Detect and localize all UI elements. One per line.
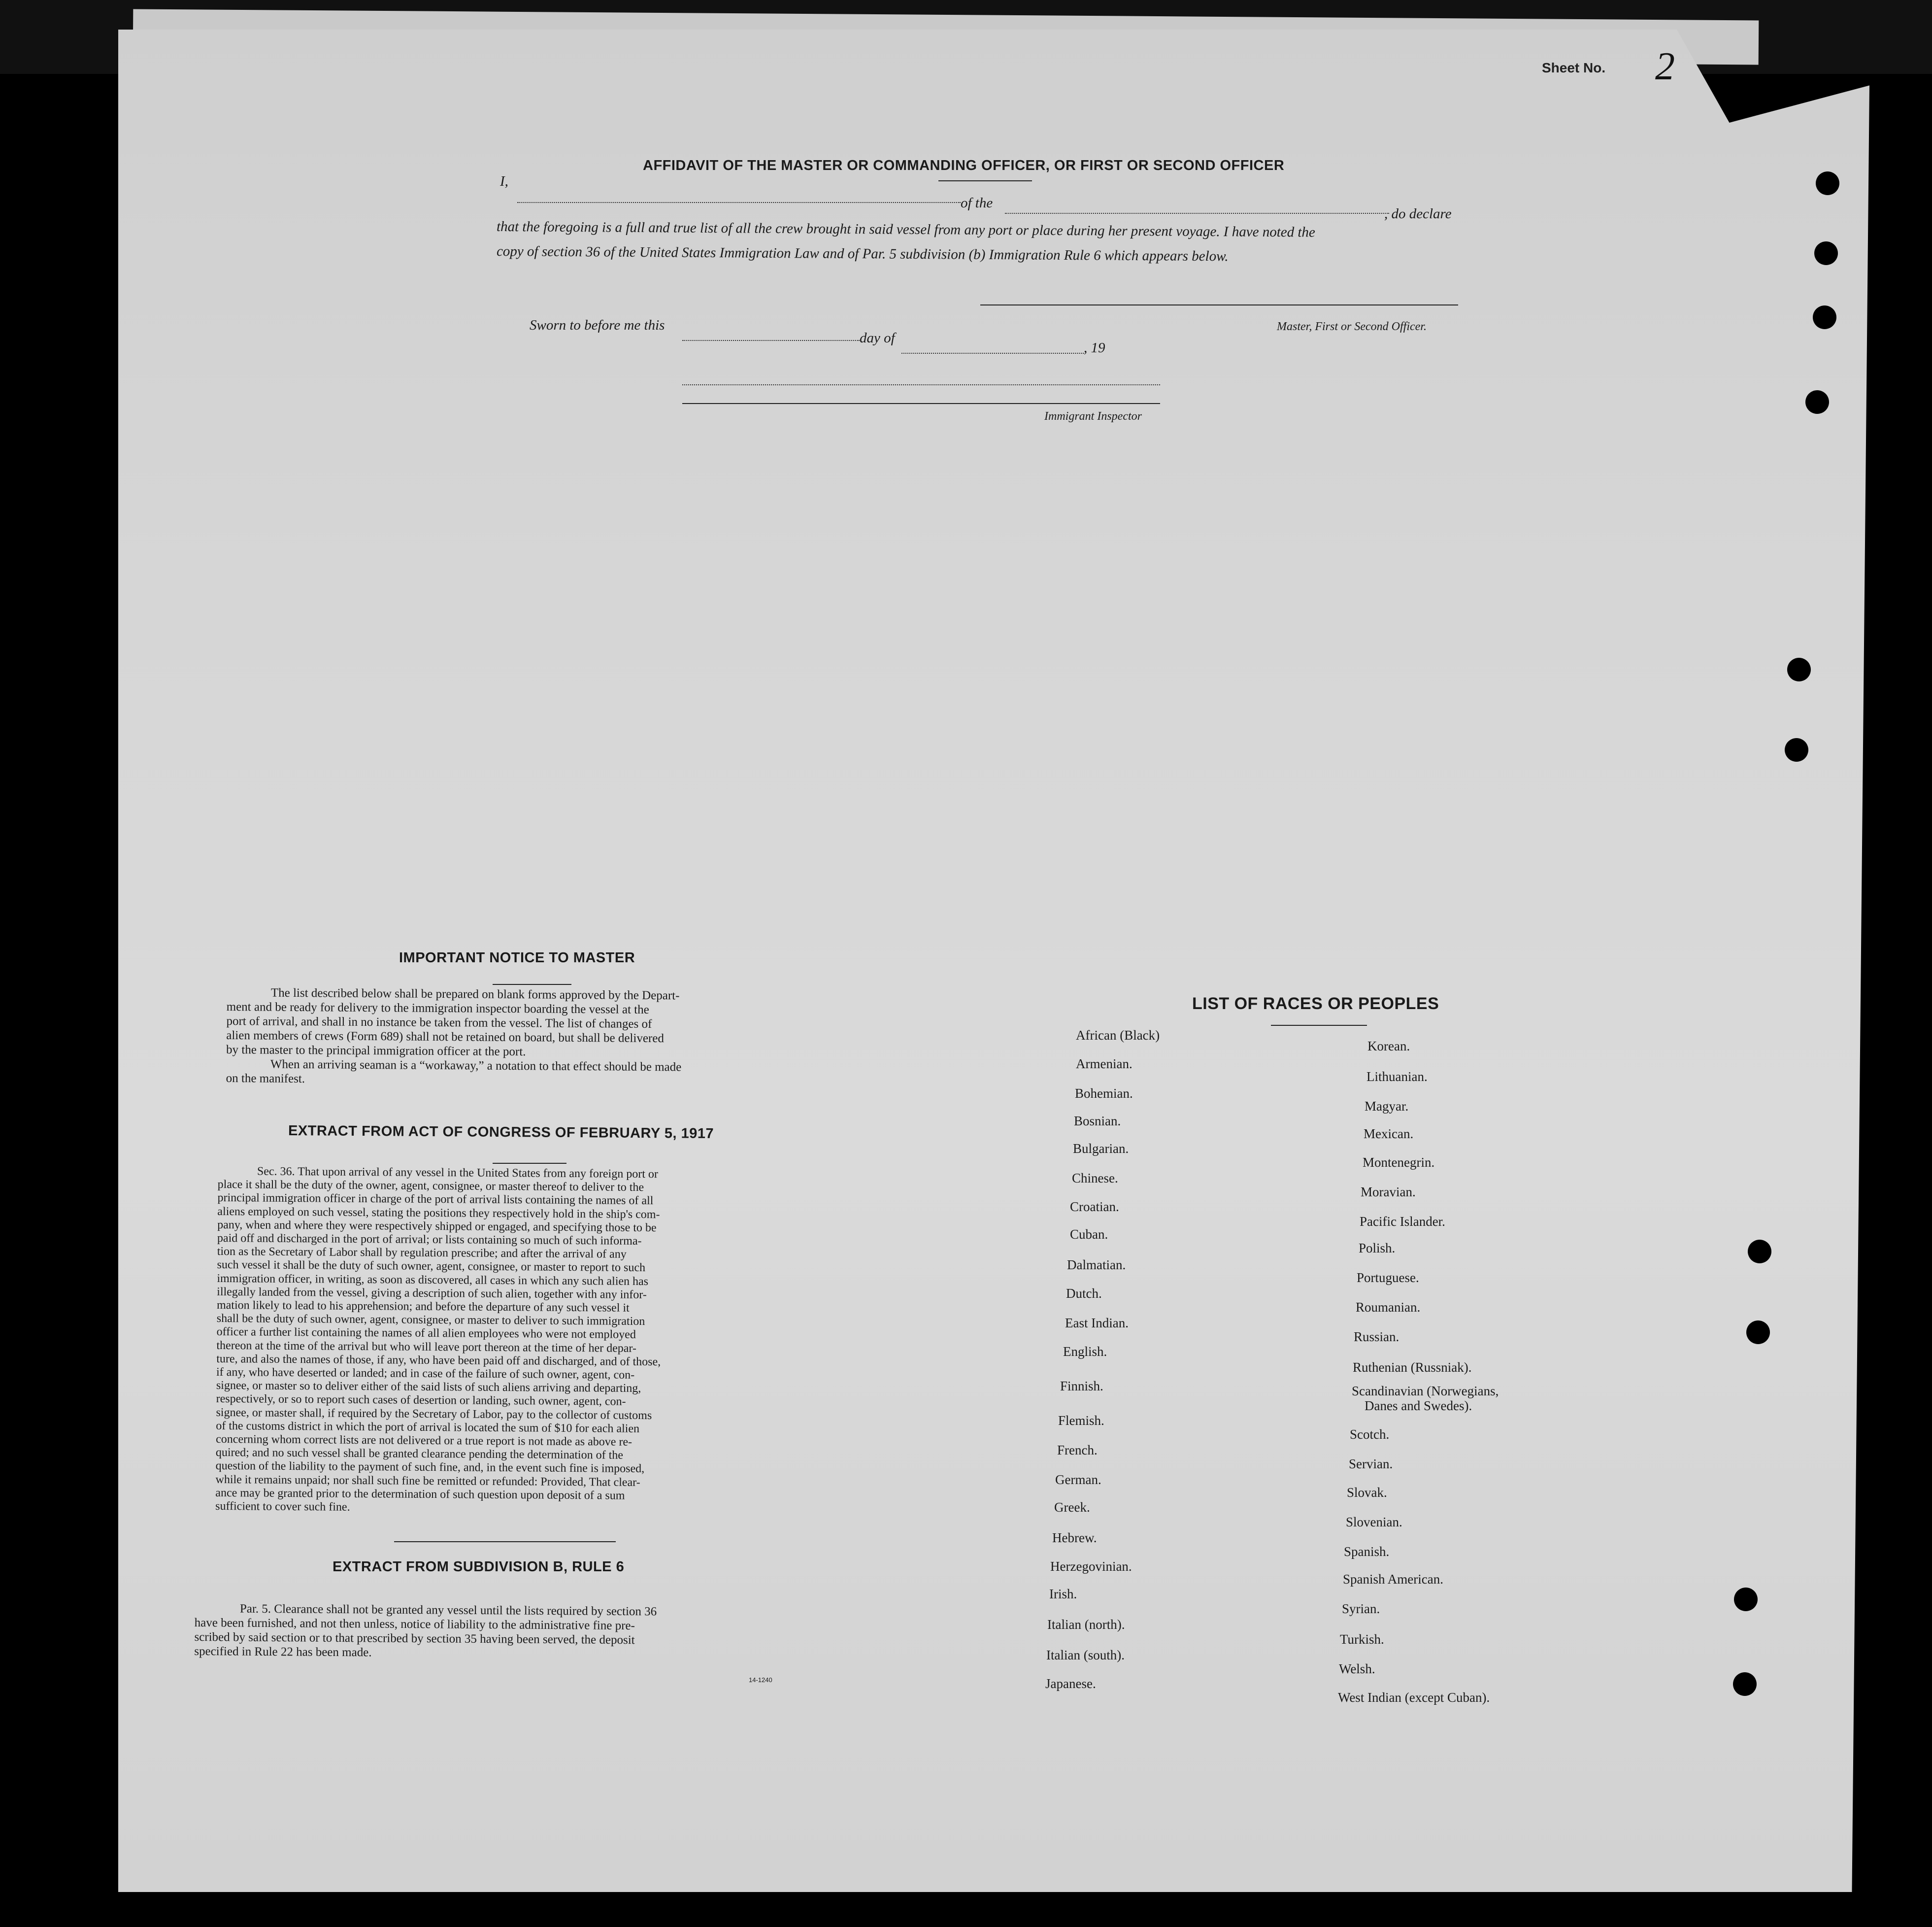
race-item: Italian (south). <box>1046 1648 1125 1662</box>
act-line: of the customs district in which the port of arrival is located the sum of $10 for each alien <box>216 1419 640 1435</box>
race-item: German. <box>1055 1472 1101 1487</box>
act-line: illegally landed from the vessel, giving a description of such alien, together with any infor- <box>217 1285 647 1301</box>
race-item: Spanish American. <box>1343 1572 1443 1587</box>
sworn-text: Sworn to before me this <box>530 317 665 333</box>
divider <box>1271 1025 1367 1026</box>
act-line: place it shall be the duty of the owner, agent, consignee, or master thereof to deliver to the <box>217 1178 644 1194</box>
race-item: Cuban. <box>1070 1227 1108 1242</box>
day-of-text: day of <box>860 330 895 346</box>
punch-hole <box>1746 1320 1770 1344</box>
punch-hole <box>1748 1240 1771 1263</box>
act-line: officer a further list containing the names of all alien employees who were not employed <box>216 1325 636 1342</box>
act-line: while it remains unpaid; nor shall such fine be remitted or refunded: Provided, That clear- <box>215 1473 640 1489</box>
race-item: French. <box>1057 1443 1098 1457</box>
race-item: Greek. <box>1054 1500 1090 1515</box>
race-item: Flemish. <box>1058 1413 1104 1428</box>
race-item: West Indian (except Cuban). <box>1338 1690 1490 1705</box>
race-item: Dalmatian. <box>1067 1257 1126 1272</box>
act-line: ture, and also the names of those, if any, who have been paid off and discharged, and of those, <box>216 1352 661 1369</box>
year-text: , 19 <box>1084 340 1105 356</box>
notice-line: port of arrival, and shall in no instance be taken from the vessel. The list of changes of <box>226 1014 652 1031</box>
punch-hole <box>1813 305 1836 329</box>
extract-act-title: EXTRACT FROM ACT OF CONGRESS OF FEBRUARY 5, 1917 <box>288 1122 714 1142</box>
race-item: East Indian. <box>1065 1316 1129 1330</box>
race-item: Bulgarian. <box>1073 1141 1129 1156</box>
race-item: Scandinavian (Norwegians, <box>1352 1384 1499 1398</box>
punch-hole <box>1816 171 1839 195</box>
affidavit-of-the: of the <box>961 195 993 211</box>
affidavit-do-declare: , do declare <box>1384 206 1452 222</box>
race-item: Slovak. <box>1347 1485 1387 1500</box>
notice-line: When an arriving seaman is a “workaway,” a notation to that effect should be made <box>270 1057 682 1074</box>
race-item: Bohemian. <box>1075 1086 1133 1101</box>
race-item: Syrian. <box>1342 1601 1380 1616</box>
race-item: Welsh. <box>1339 1661 1375 1676</box>
act-line: thereon at the time of the arrival but who will leave port thereon at the time of her depar- <box>216 1339 637 1355</box>
act-line: such vessel it shall be the duty of such owner, agent, consignee, or master to report to such <box>217 1258 646 1275</box>
affidavit-line-2: that the foregoing is a full and true list of all the crew brought in said vessel from any port or place during her present voyage. I have noted the <box>496 219 1315 240</box>
race-item: Lithuanian. <box>1366 1069 1428 1084</box>
race-item: Irish. <box>1049 1587 1077 1601</box>
race-item: Korean. <box>1367 1039 1410 1053</box>
races-title: LIST OF RACES OR PEOPLES <box>1192 994 1439 1013</box>
act-line: mation likely to lead to his apprehension; and before the departure of any such vessel it <box>216 1299 630 1315</box>
divider <box>938 180 1032 181</box>
race-item: Herzegovinian. <box>1050 1559 1132 1574</box>
extract-rule-title: EXTRACT FROM SUBDIVISION B, RULE 6 <box>333 1559 625 1575</box>
affidavit-line-3: copy of section 36 of the United States Immigration Law and of Par. 5 subdivision (b) Immigration Rule 6 which appears below. <box>496 243 1229 265</box>
sheet-number-label: Sheet No. <box>1542 60 1606 75</box>
act-line: ance may be granted prior to the determination of such question upon deposit of a sum <box>215 1486 625 1502</box>
race-item: Finnish. <box>1060 1379 1103 1393</box>
race-item: Japanese. <box>1045 1676 1096 1691</box>
act-line: respectively, or so to report such cases of desertion or landing, such owner, agent, con- <box>216 1392 626 1409</box>
divider <box>493 1163 566 1164</box>
notice-line: by the master to the principal immigration officer at the port. <box>226 1043 526 1059</box>
sheet-number-value: 2 <box>1655 45 1675 88</box>
race-item: Chinese. <box>1072 1171 1118 1185</box>
affidavit-i: I, <box>500 173 508 189</box>
act-line: sufficient to cover such fine. <box>215 1500 350 1514</box>
race-item: Italian (north). <box>1047 1617 1125 1632</box>
extract-act-paragraph <box>215 1165 808 1518</box>
act-line: tion as the Secretary of Labor shall by regulation prescribe; and after the arrival of any <box>217 1245 627 1261</box>
master-label: Master, First or Second Officer. <box>1277 320 1427 333</box>
race-item: Magyar. <box>1365 1099 1409 1114</box>
race-item: Russian. <box>1354 1329 1399 1344</box>
act-line: paid off and discharged in the port of arrival; or lists containing so much of such informa- <box>217 1232 642 1248</box>
race-item: Moravian. <box>1361 1184 1416 1199</box>
race-item: Portuguese. <box>1357 1270 1419 1285</box>
act-line: principal immigration officer in charge of the port of arrival lists containing the names of all <box>217 1191 654 1208</box>
race-item: Hebrew. <box>1052 1530 1097 1545</box>
rule-line: have been furnished, and not then unless, notice of liability to the administrative fine pre- <box>194 1616 635 1633</box>
race-item: English. <box>1063 1344 1107 1359</box>
race-item: Scotch. <box>1350 1427 1390 1442</box>
act-line: question of the liability to the payment of such fine, and, in the event such fine is imposed, <box>215 1459 645 1476</box>
act-line: shall be the duty of such owner, agent, consignee, or master to deliver to such immigration <box>216 1312 645 1328</box>
divider <box>394 1541 616 1542</box>
punch-hole <box>1733 1672 1757 1696</box>
race-item: Mexican. <box>1364 1126 1414 1141</box>
act-line: signee, or master shall, if required by the Secretary of Labor, pay to the collector of customs <box>216 1406 652 1422</box>
extract-rule-paragraph <box>194 1601 805 1663</box>
act-line: signee, or master so to deliver either of the said lists of such aliens arriving and departing, <box>216 1379 641 1395</box>
punch-hole <box>1814 241 1838 265</box>
inspector-label: Immigrant Inspector <box>1044 410 1142 423</box>
notice-line: on the manifest. <box>226 1071 305 1086</box>
act-line: aliens employed on such vessel, stating the positions they respectively hold in the ship's com- <box>217 1205 660 1221</box>
race-item: Montenegrin. <box>1363 1155 1435 1170</box>
race-item: African (Black) <box>1076 1028 1160 1043</box>
race-item: Slovenian. <box>1346 1515 1402 1529</box>
race-item: Dutch. <box>1066 1286 1102 1301</box>
punch-hole <box>1734 1588 1758 1611</box>
inspector-signature-line <box>682 384 1160 385</box>
rule-line: Par. 5. Clearance shall not be granted any vessel until the lists required by section 36 <box>239 1602 657 1619</box>
punch-hole <box>1785 738 1808 762</box>
name-blank <box>517 202 961 203</box>
race-item: Spanish. <box>1344 1544 1390 1559</box>
race-item: Polish. <box>1359 1241 1396 1255</box>
rule-line: specified in Rule 22 has been made. <box>194 1644 372 1659</box>
vessel-blank <box>1005 213 1389 214</box>
form-number: 14-1240 <box>749 1676 772 1684</box>
notice-line: ment and be ready for delivery to the immigration inspector boarding the vessel at the <box>226 1000 649 1016</box>
notice-paragraph <box>226 985 808 1089</box>
act-line: quired; and no such vessel shall be granted clearance pending the determination of the <box>215 1446 624 1462</box>
inspector-rule <box>682 403 1160 404</box>
sworn-day-blank <box>682 340 860 341</box>
act-line: concerning whom correct lists are not delivered or a true report is not made as above re- <box>216 1433 633 1449</box>
act-line: immigration officer, in writing, as soon as discovered, all cases in which any such alien has <box>217 1272 649 1288</box>
race-item: Turkish. <box>1340 1632 1384 1647</box>
race-item: Roumanian. <box>1356 1300 1421 1315</box>
notice-title: IMPORTANT NOTICE TO MASTER <box>399 950 635 966</box>
master-signature-line <box>980 304 1458 305</box>
act-line: pany, when and where they were respectively shipped or engaged, and specifying those to be <box>217 1218 657 1235</box>
notice-line: alien members of crews (Form 689) shall not be retained on board, but shall be delivered <box>226 1028 664 1046</box>
race-item: Armenian. <box>1076 1056 1133 1071</box>
punch-hole <box>1805 390 1829 414</box>
race-item: Croatian. <box>1070 1199 1119 1214</box>
rule-line: scribed by said section or to that prescribed by section 35 having been served, the deposit <box>194 1630 635 1647</box>
notice-line: The list described below shall be prepared on blank forms approved by the Depart- <box>270 986 680 1003</box>
race-item: Bosnian. <box>1074 1114 1121 1128</box>
act-line: Sec. 36. That upon arrival of any vessel in the United States from any foreign port or <box>257 1165 659 1181</box>
race-item: Ruthenian (Russniak). <box>1353 1360 1472 1375</box>
race-item: Pacific Islander. <box>1360 1214 1445 1229</box>
race-item: Danes and Swedes). <box>1365 1398 1472 1413</box>
race-item: Servian. <box>1349 1456 1393 1471</box>
act-line: if any, who have deserted or landed; and in case of the failure of such owner, agent, con- <box>216 1366 635 1382</box>
punch-hole <box>1787 658 1811 681</box>
divider <box>493 984 571 985</box>
affidavit-title: AFFIDAVIT OF THE MASTER OR COMMANDING OFFICER, OR FIRST OR SECOND OFFICER <box>643 158 1285 173</box>
sworn-month-blank <box>901 353 1084 354</box>
